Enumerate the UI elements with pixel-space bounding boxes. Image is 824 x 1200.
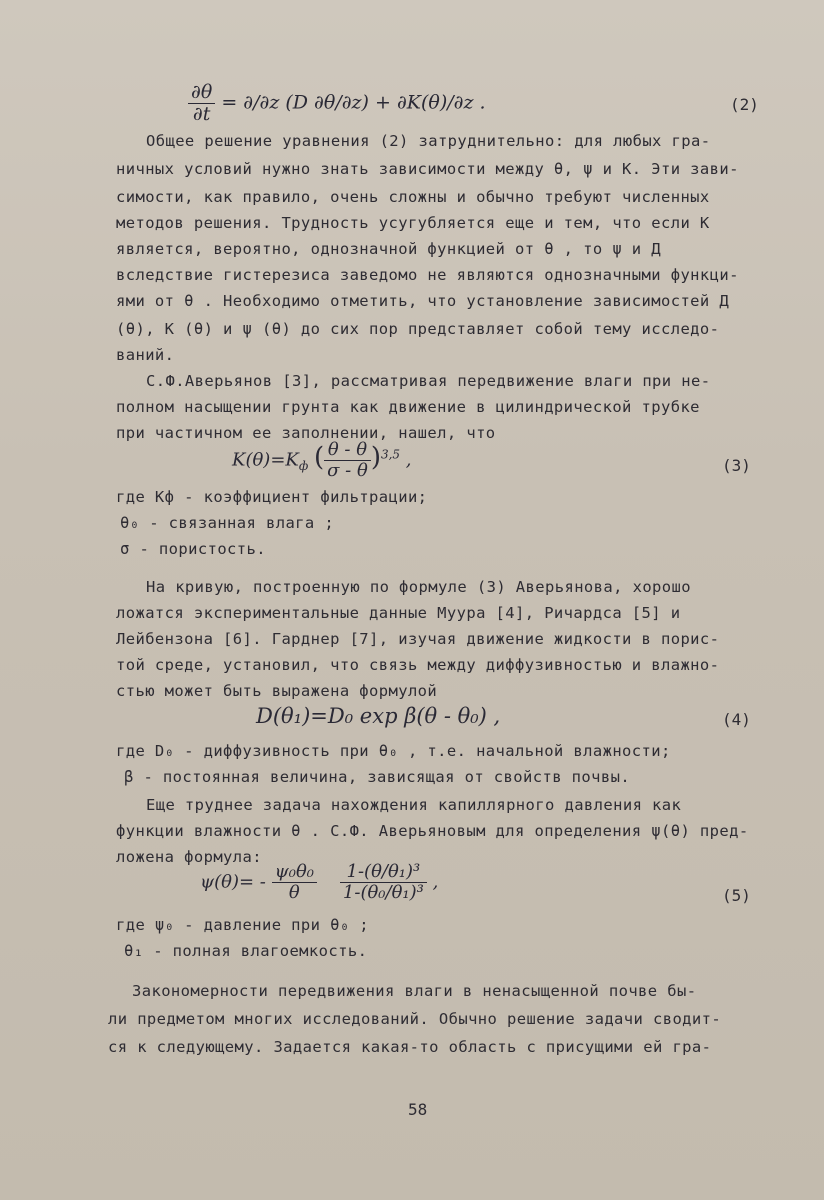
text-line: ложатся экспериментальные данные Муура [4], Ричардса [5] и [116,604,681,622]
text-line: (θ), К (θ) и ψ (θ) до сих пор представляет собой тему исследо- [116,320,720,338]
text-line: полном насыщении грунта как движение в цилиндрической трубке [116,398,700,416]
text-line: функции влажности θ . С.Ф. Аверьяновым для определения ψ(θ) пред- [116,822,749,840]
text-line: является, вероятно, однозначной функцией от θ , то ψ и Д [116,240,661,258]
text-line: где Kф - коэффициент фильтрации; [116,488,428,506]
page-number: 58 [408,1100,428,1119]
equation-4-number: (4) [722,710,751,729]
text-line: ваний. [116,346,175,364]
text-line: θ₁ - полная влагоемкость. [124,942,368,960]
equation-5-number: (5) [722,886,751,905]
text-line: при частичном ее заполнении, нашел, что [116,424,496,442]
text-line: где D₀ - диффузивность при θ₀ , т.е. начальной влажности; [116,742,671,760]
text-line: σ - пористость. [120,540,266,558]
text-line: ями от θ . Необходимо отметить, что установление зависимостей Д [116,292,730,310]
text-line: где ψ₀ - давление при θ₀ ; [116,916,370,934]
text-line: Закономерности передвижения влаги в ненасыщенной почве бы- [132,982,697,1000]
equation-5: ψ(θ)= - $\frac{\text{ψ₀θ₀}}{\theta}$ $\frac{\text{1-(θ/θ₁)³}}{\text{1-(θ₀/θ₁)³}}$ , [200,861,439,903]
text-line: Лейбензона [6]. Гарднер [7], изучая движение жидкости в порис- [116,630,720,648]
text-line: На кривую, построенную по формуле (3) Аверьянова, хорошо [146,578,691,596]
equation-3: $K(\theta)=K_ф$ ( $\frac{\theta - \theta}{\sigma - \theta}$ )$^{3,5}$ , [232,439,412,481]
text-line: вследствие гистерезиса заведомо не являются однозначными функци- [116,266,739,284]
text-line: ся к следующему. Задается какая-то область с присущими ей гра- [108,1038,712,1056]
text-line: ли предметом многих исследований. Обычно решение задачи сводит- [108,1010,722,1028]
equation-3-number: (3) [722,456,751,475]
text-line: симости, как правило, очень сложны и обычно требуют численных [116,188,710,206]
text-line: той среде, установил, что связь между диффузивностью и влажно- [116,656,720,674]
text-line: стью может быть выражена формулой [116,682,438,700]
equation-4: D(θ₁)=D₀ exp β(θ - θ₀) , [256,704,501,728]
text-line: ложена формула: [116,848,262,866]
equation-2: $\frac{\partial\theta}{\partial t}$ = ∂/∂z (D ∂θ/∂z) + ∂K(θ)/∂z . [188,82,486,125]
text-line: С.Ф.Аверьянов [3], рассматривая передвижение влаги при не- [146,372,711,390]
text-line: θ₀ - связанная влага ; [120,514,335,532]
text-line: β - постоянная величина, зависящая от свойств почвы. [124,768,631,786]
equation-2-number: (2) [730,95,759,114]
text-line: методов решения. Трудность усугубляется еще и тем, что если К [116,214,710,232]
text-line: Еще труднее задача нахождения капиллярного давления как [146,796,682,814]
text-line: ничных условий нужно знать зависимости между θ, ψ и К. Эти зави- [116,160,739,178]
text-line: Общее решение уравнения (2) затруднительно: для любых гра- [146,132,711,150]
